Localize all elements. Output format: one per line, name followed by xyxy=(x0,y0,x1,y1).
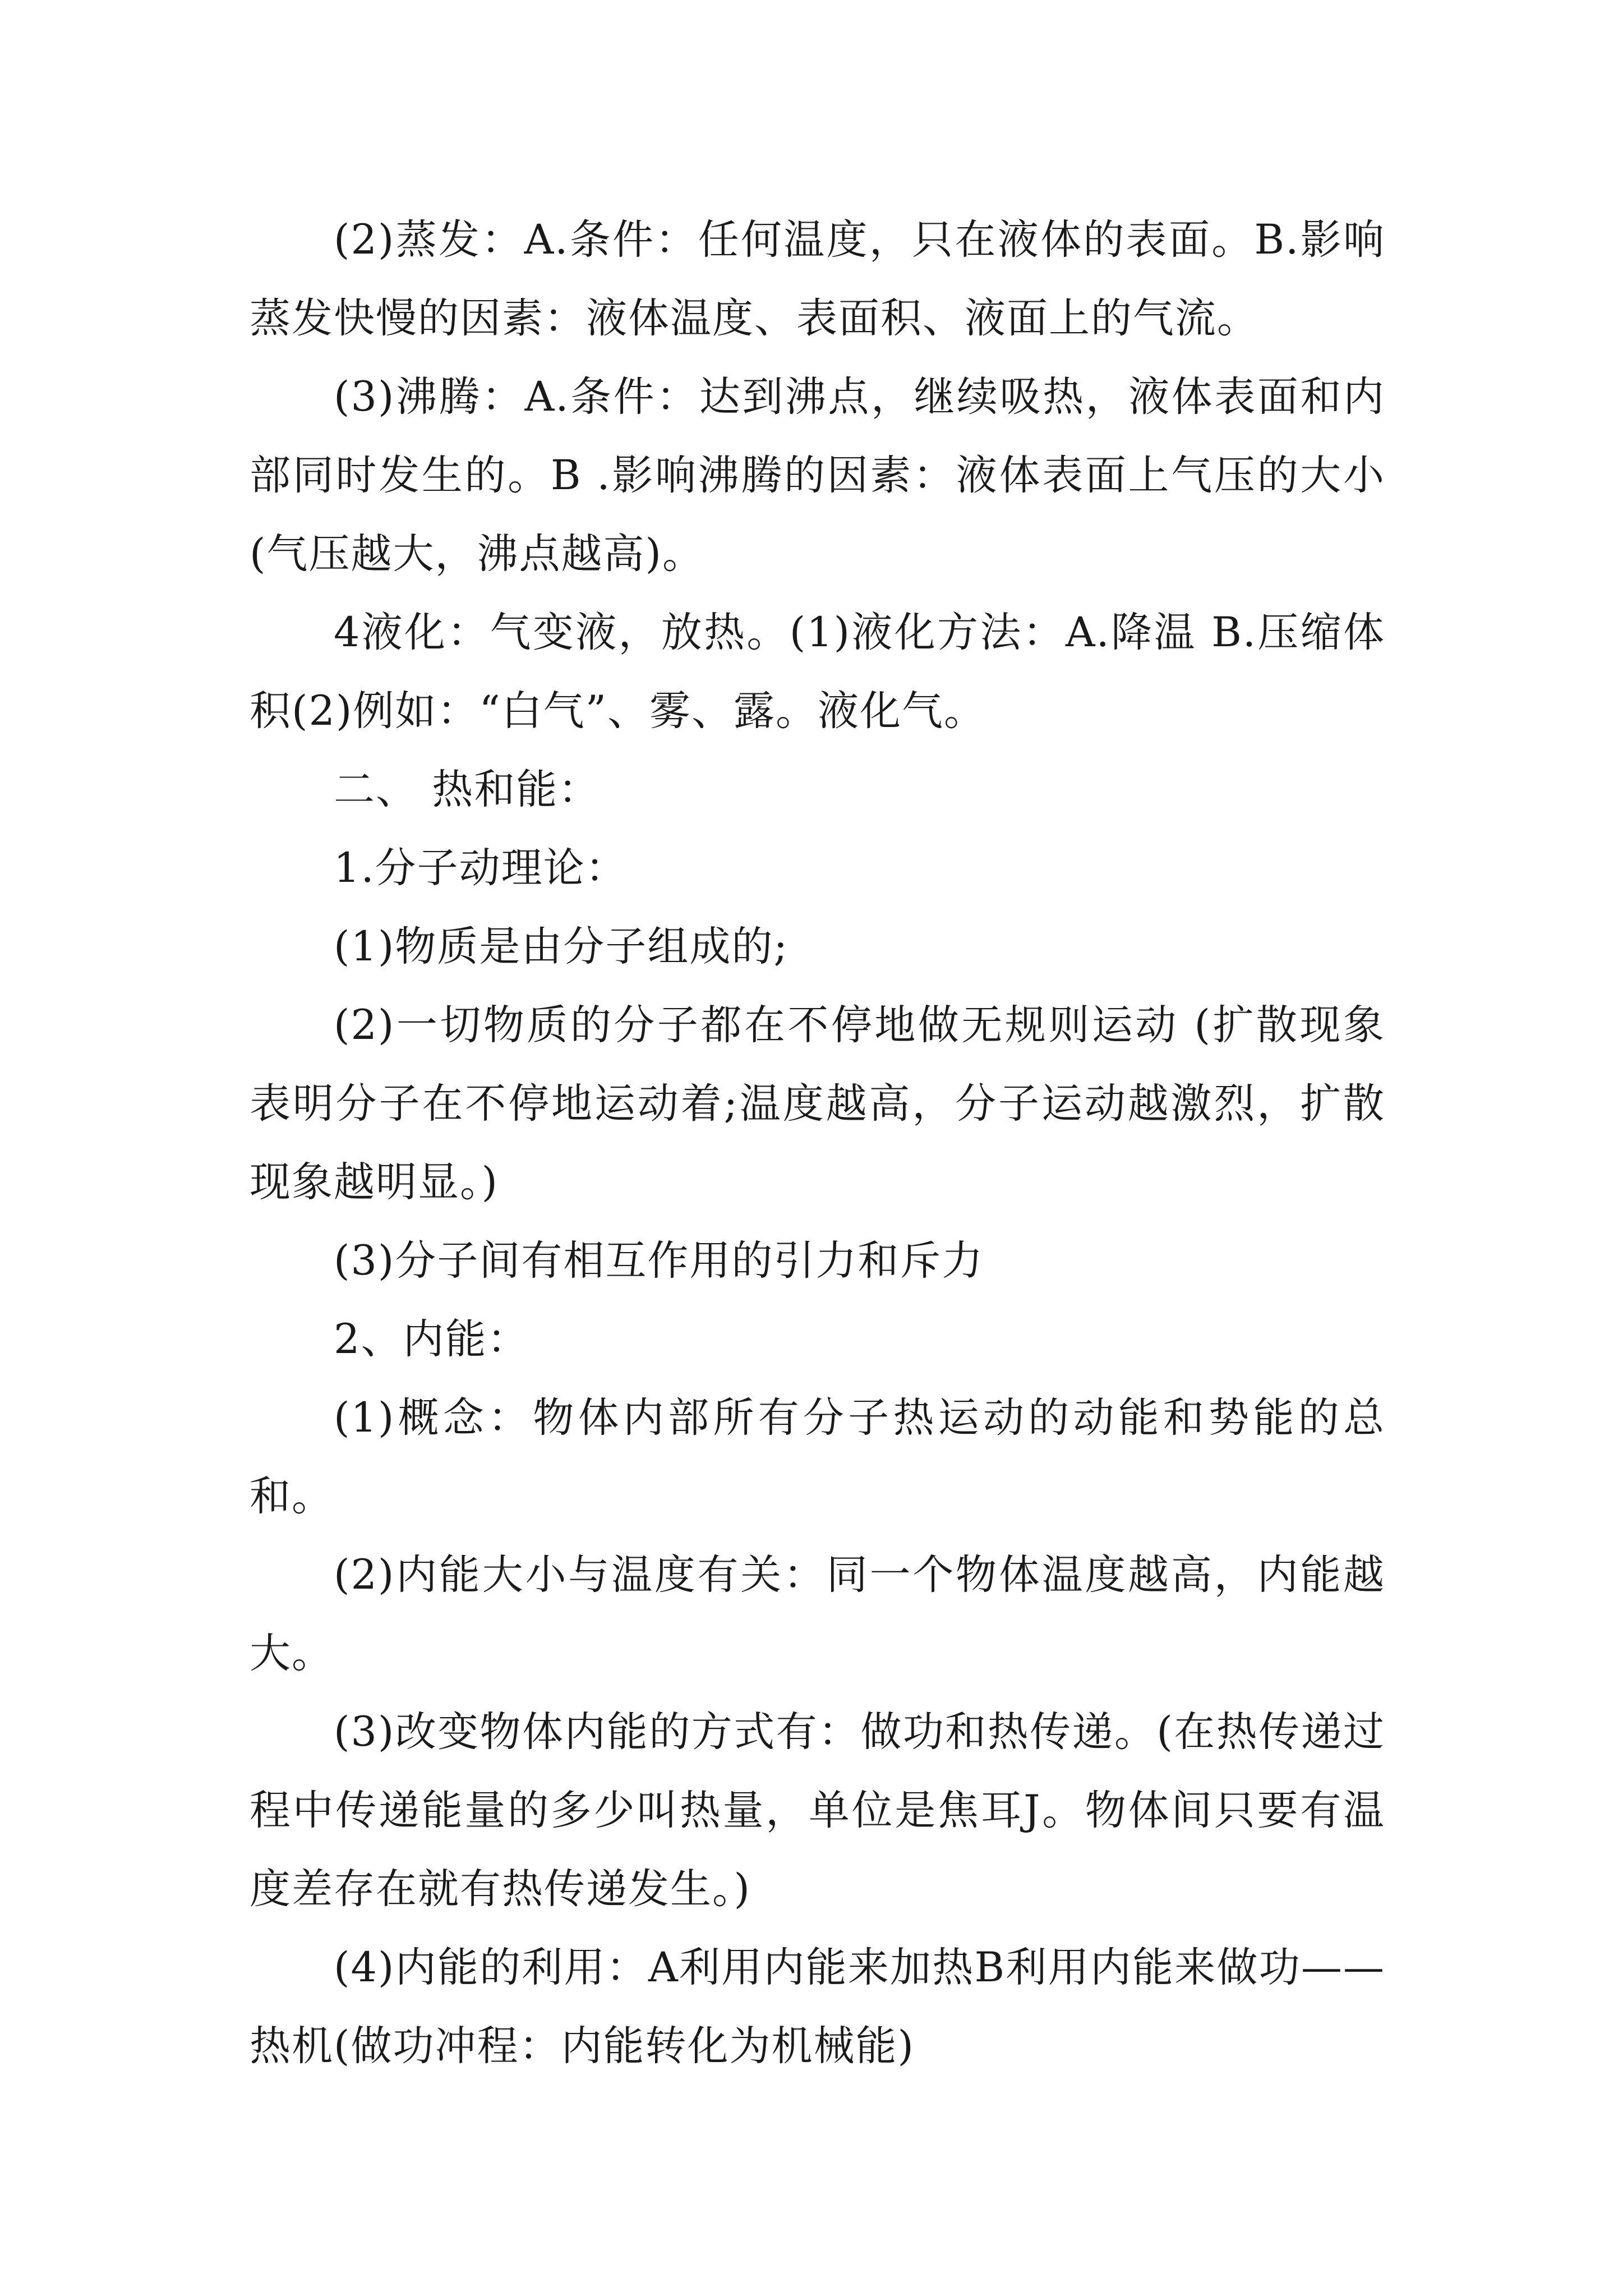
paragraph-liquefaction: 4液化：气变液，放热。(1)液化方法：A.降温 B.压缩体积(2)例如：“白气”、雾、露。液化气。 xyxy=(250,609,1385,735)
section-heading-heat-energy: 二、 热和能： xyxy=(334,766,601,813)
paragraph-internal-energy-concept: (1)概念：物体内部所有分子热运动的动能和势能的总和。 xyxy=(250,1394,1385,1520)
subheading-molecular-theory: 1.分子动理论： xyxy=(334,844,628,892)
paragraph-boiling: (3)沸腾：A.条件：达到沸点，继续吸热，液体表面和内部同时发生的。B .影响沸腾的因素：液体表面上气压的大小(气压越大，沸点越高)。 xyxy=(250,373,1385,578)
paragraph-molecular-motion: (2)一切物质的分子都在不停地做无规则运动 (扩散现象表明分子在不停地运动着;温度越高，分子运动越激烈，扩散现象越明显。) xyxy=(250,1001,1385,1206)
paragraph-changing-internal-energy: (3)改变物体内能的方式有：做功和热传递。(在热传递过程中传递能量的多少叫热量，单位是焦耳J。物体间只要有温度差存在就有热传递发生。) xyxy=(250,1708,1385,1913)
paragraph-internal-energy-temperature: (2)内能大小与温度有关：同一个物体温度越高，内能越大。 xyxy=(250,1551,1385,1677)
subheading-internal-energy: 2、内能： xyxy=(334,1315,529,1363)
paragraph-evaporation: (2)蒸发：A.条件：任何温度，只在液体的表面。B.影响蒸发快慢的因素：液体温度、表面积、液面上的气流。 xyxy=(250,216,1385,342)
document-body xyxy=(250,201,1385,2086)
paragraph-internal-energy-use: (4)内能的利用：A利用内能来加热B利用内能来做功——热机(做功冲程：内能转化为机械能) xyxy=(250,1944,1385,2070)
paragraph-molecules-composition: (1)物质是由分子组成的; xyxy=(334,923,789,970)
paragraph-molecular-forces: (3)分子间有相互作用的引力和斥力 xyxy=(334,1237,984,1285)
